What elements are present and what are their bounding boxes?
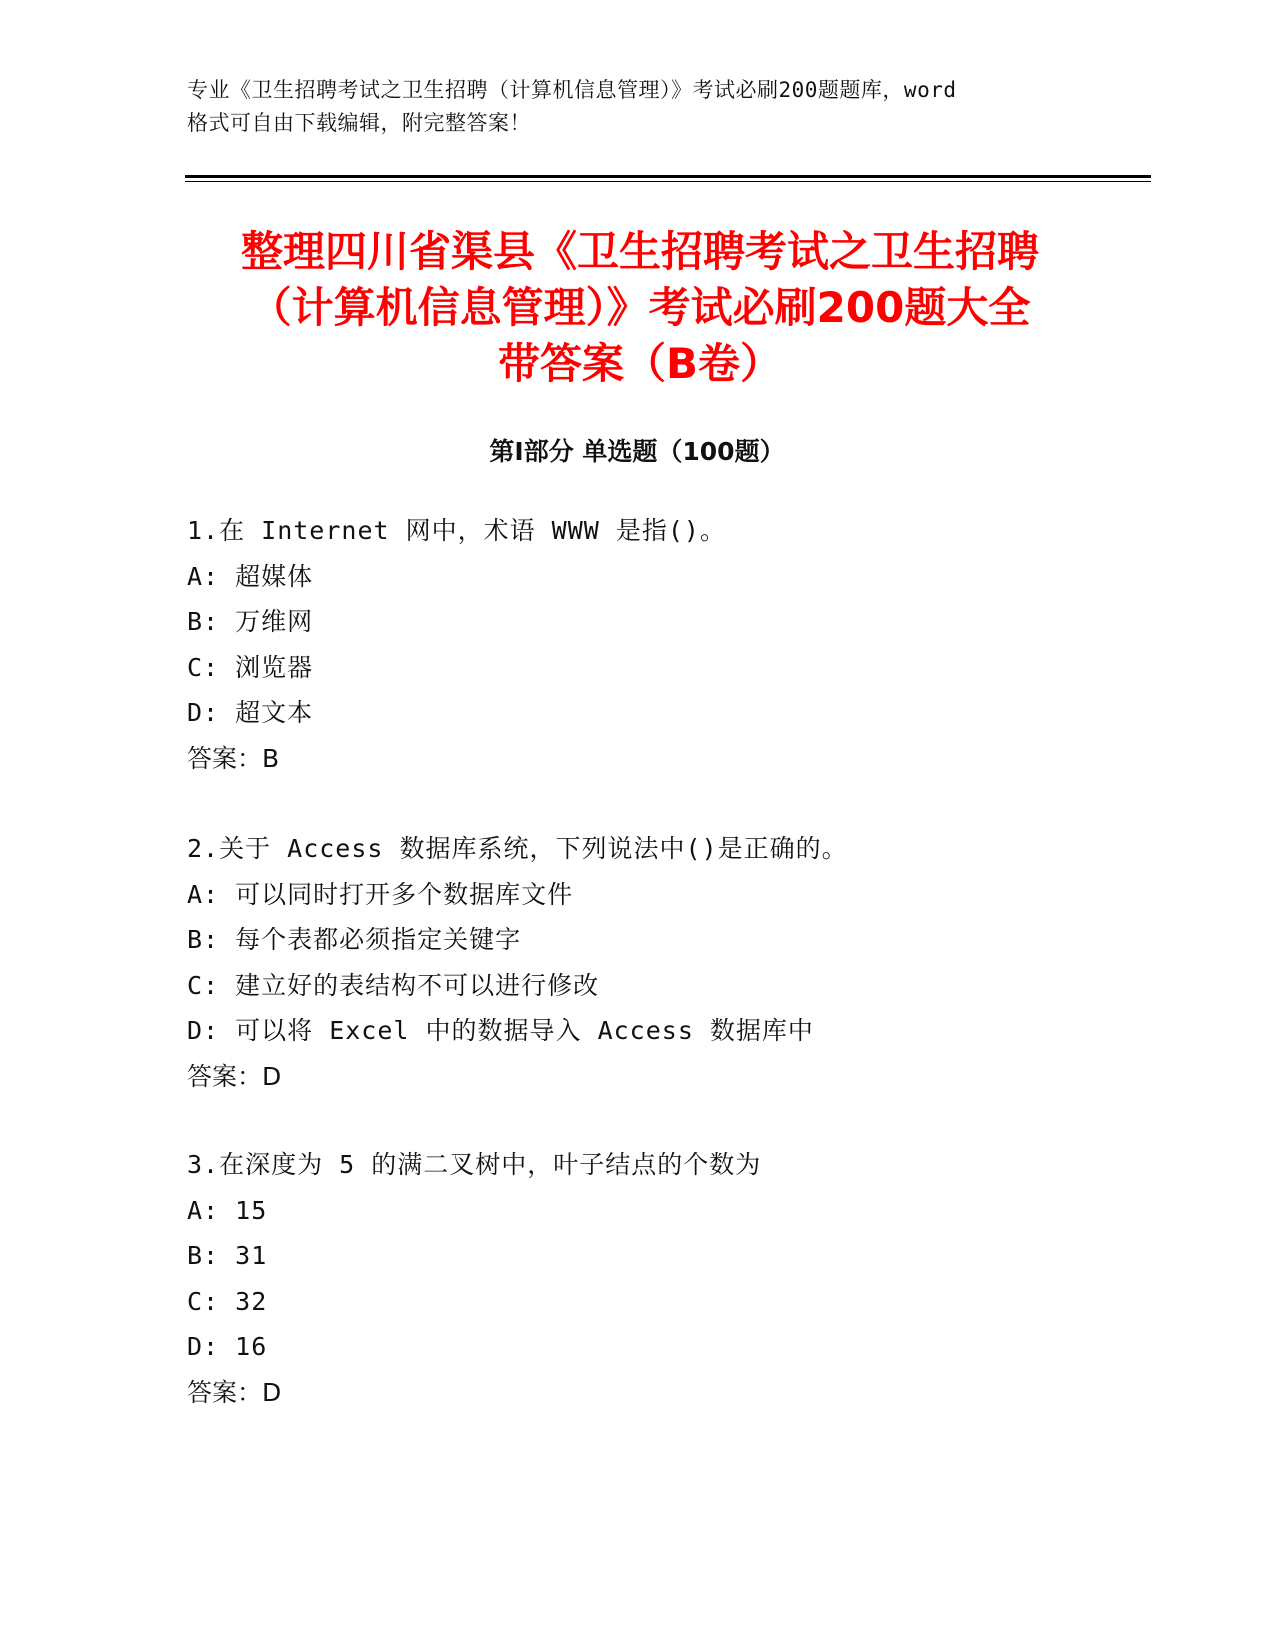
section-heading: 第Ⅰ部分 单选题（100题） [489, 437, 785, 466]
header-note-line-2: 格式可自由下载编辑，附完整答案！ [187, 111, 531, 135]
option-a: A: 超媒体 [187, 561, 314, 591]
answer-line: 答案：D [187, 1377, 282, 1407]
option-d: D: 16 [187, 1332, 268, 1361]
question-stem: 1.在 Internet 网中，术语 WWW 是指()。 [187, 516, 726, 545]
document-title-line-2: （计算机信息管理）》考试必刷200题大全 [249, 283, 1031, 332]
question-stem: 3.在深度为 5 的满二叉树中，叶子结点的个数为 [187, 1150, 762, 1179]
option-b: B: 万维网 [187, 607, 314, 636]
answer-line: 答案：D [187, 1061, 282, 1091]
header-divider-thin [185, 181, 1151, 182]
answer-line: 答案：B [187, 743, 280, 773]
option-d: D: 超文本 [187, 698, 314, 727]
option-d: D: 可以将 Excel 中的数据导入 Access 数据库中 [187, 1016, 814, 1045]
option-c: C: 建立好的表结构不可以进行修改 [187, 970, 600, 1000]
question-1 [187, 508, 1107, 781]
document-title-line-3: 带答案（B卷） [497, 339, 782, 388]
question-stem: 2.关于 Access 数据库系统，下列说法中()是正确的。 [187, 834, 848, 863]
option-b: B: 每个表都必须指定关键字 [187, 925, 522, 954]
option-a: A: 15 [187, 1195, 268, 1225]
option-a: A: 可以同时打开多个数据库文件 [187, 879, 574, 909]
option-c: C: 浏览器 [187, 652, 314, 682]
option-b: B: 31 [187, 1241, 268, 1270]
question-2 [187, 826, 1107, 1099]
document-title-line-1: 整理四川省渠县《卫生招聘考试之卫生招聘 [240, 227, 1039, 276]
document-title [160, 224, 1120, 392]
header-note [187, 74, 1087, 140]
header-divider [185, 175, 1151, 178]
option-c: C: 32 [187, 1286, 268, 1316]
header-note-line-1: 专业《卫生招聘考试之卫生招聘（计算机信息管理）》考试必刷200题题库，word [187, 78, 957, 102]
question-3 [187, 1142, 1107, 1415]
